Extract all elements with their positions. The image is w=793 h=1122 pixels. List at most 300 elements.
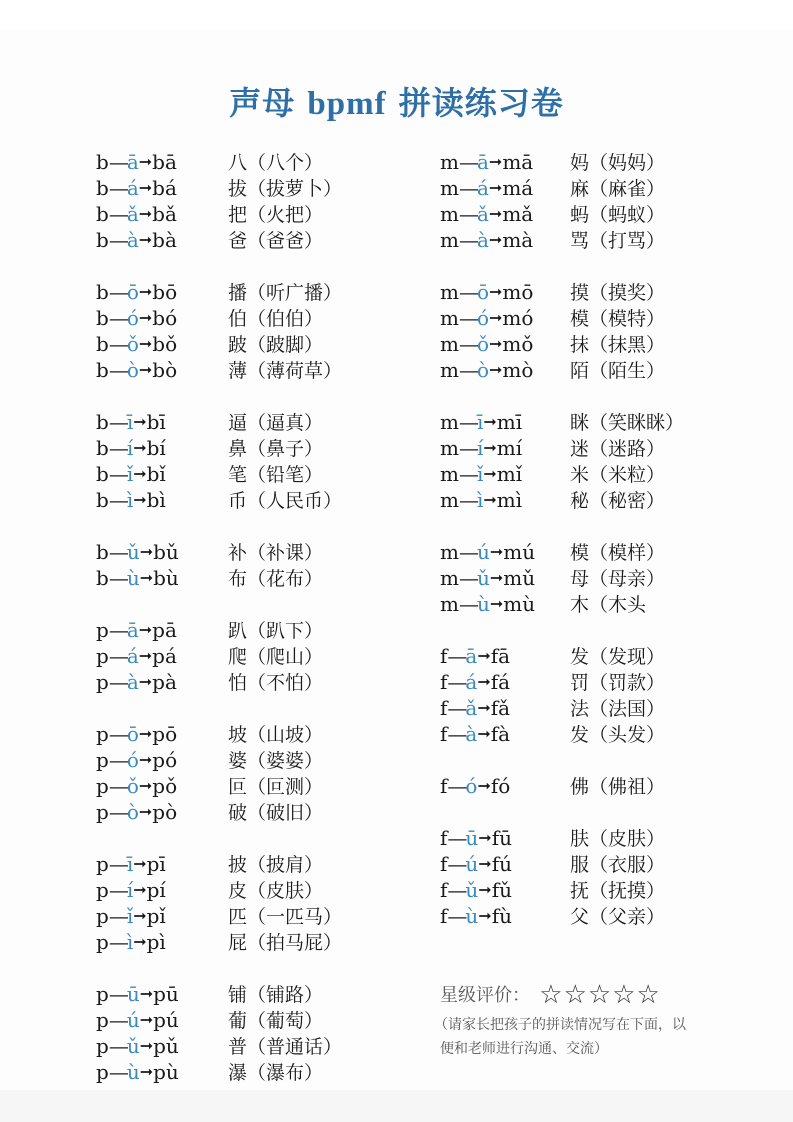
toned-vowel: í: [476, 436, 484, 460]
pinyin-formula: [96, 1007, 228, 1035]
pinyin-formula: [440, 201, 570, 229]
pinyin-row: [96, 851, 342, 877]
pinyin-formula: [440, 565, 570, 593]
row-spacer: [440, 383, 684, 409]
syllable-result: bǔ: [153, 540, 179, 564]
hanzi-char: 蚂: [570, 204, 590, 226]
pinyin-formula: [96, 643, 228, 671]
hanzi-example: [570, 410, 684, 436]
hanzi-example: [570, 826, 665, 852]
syllable-result: fǎ: [490, 696, 511, 720]
pinyin-row: [96, 357, 342, 383]
initial-consonant: m: [440, 332, 459, 356]
hanzi-char: 模: [570, 308, 590, 330]
toned-vowel: à: [126, 228, 139, 252]
arrow-right-icon: ➞: [138, 360, 153, 379]
hanzi-example: [228, 1060, 323, 1086]
hanzi-char: 补: [228, 542, 248, 564]
toned-vowel: í: [126, 878, 134, 902]
hanzi-char: 服: [570, 854, 590, 876]
dash-connector: —: [458, 202, 477, 226]
initial-consonant: p: [96, 670, 109, 694]
dash-connector: —: [458, 566, 477, 590]
pinyin-row: [96, 669, 342, 695]
dash-connector: —: [108, 306, 127, 330]
hanzi-example: [570, 696, 665, 722]
toned-vowel: à: [476, 228, 489, 252]
hanzi-word: （米粒）: [589, 464, 666, 486]
syllable-result: bó: [152, 306, 178, 330]
pinyin-row: [440, 695, 684, 721]
initial-consonant: m: [440, 566, 459, 590]
pinyin-formula: [96, 227, 228, 255]
toned-vowel: ǔ: [465, 878, 479, 902]
hanzi-example: [228, 852, 323, 878]
dash-connector: —: [108, 722, 127, 746]
pinyin-row: [96, 1033, 342, 1059]
pinyin-row: [96, 773, 342, 799]
initial-consonant: f: [440, 722, 448, 746]
toned-vowel: ù: [126, 566, 140, 590]
dash-connector: —: [108, 332, 127, 356]
initial-consonant: f: [440, 644, 448, 668]
pinyin-formula: [96, 851, 228, 879]
toned-vowel: ì: [126, 930, 134, 954]
pinyin-row: [440, 279, 684, 305]
hanzi-word: （打骂）: [589, 230, 666, 252]
dash-connector: —: [458, 462, 477, 486]
syllable-result: mò: [502, 358, 534, 382]
pinyin-row: [440, 149, 684, 175]
syllable-result: bù: [153, 566, 179, 590]
hanzi-char: 妈: [570, 152, 590, 174]
hanzi-example: [228, 878, 323, 904]
pinyin-formula: [96, 721, 228, 749]
pinyin-row: [440, 305, 684, 331]
pinyin-row: [96, 565, 342, 591]
dash-connector: —: [447, 670, 466, 694]
hanzi-word: （逼真）: [247, 412, 324, 434]
hanzi-example: [228, 748, 323, 774]
hanzi-example: [570, 228, 665, 254]
toned-vowel: ī: [126, 852, 134, 876]
arrow-right-icon: ➞: [138, 620, 153, 639]
pinyin-formula: [96, 487, 228, 515]
initial-consonant: b: [96, 488, 109, 512]
arrow-right-icon: ➞: [133, 490, 147, 509]
toned-vowel: à: [465, 722, 478, 746]
hanzi-word: （趴下）: [247, 620, 324, 642]
hanzi-word: （皮肤）: [247, 880, 324, 902]
initial-consonant: b: [96, 436, 109, 460]
pinyin-formula: [440, 357, 570, 385]
pinyin-row: [96, 1007, 342, 1033]
hanzi-word: （普通话）: [247, 1036, 343, 1058]
toned-vowel: ǒ: [476, 332, 490, 356]
hanzi-example: [570, 904, 665, 930]
pinyin-formula: [440, 175, 570, 203]
star-icon-1[interactable]: ☆: [539, 980, 564, 1010]
pinyin-formula: [440, 149, 570, 177]
syllable-result: bá: [152, 176, 177, 200]
arrow-right-icon: ➞: [139, 542, 154, 561]
pinyin-formula: [440, 773, 570, 801]
hanzi-word: （叵测）: [247, 776, 324, 798]
syllable-result: mà: [502, 228, 534, 252]
hanzi-example: [228, 358, 342, 384]
hanzi-char: 普: [228, 1036, 248, 1058]
hanzi-word: （模特）: [589, 308, 666, 330]
pinyin-row: [96, 799, 342, 825]
hanzi-char: 坡: [228, 724, 248, 746]
pinyin-formula: [440, 409, 570, 437]
arrow-right-icon: ➞: [488, 178, 503, 197]
dash-connector: —: [108, 410, 127, 434]
dash-connector: —: [447, 696, 466, 720]
hanzi-char: 笔: [228, 464, 248, 486]
hanzi-word: （皮肤）: [589, 828, 666, 850]
dash-connector: —: [108, 774, 127, 798]
dash-connector: —: [108, 1008, 127, 1032]
hanzi-word: （摸奖）: [589, 282, 666, 304]
hanzi-char: 铺: [228, 984, 248, 1006]
pinyin-formula: [96, 773, 228, 801]
dash-connector: —: [458, 436, 477, 460]
hanzi-char: 母: [570, 568, 590, 590]
hanzi-word: （秘密）: [589, 490, 666, 512]
dash-connector: —: [458, 228, 477, 252]
syllable-result: pā: [152, 618, 177, 642]
star-icon-2[interactable]: ☆: [563, 980, 588, 1010]
syllable-result: fó: [490, 774, 511, 798]
hanzi-char: 发: [570, 724, 590, 746]
arrow-right-icon: ➞: [138, 672, 153, 691]
hanzi-word: （陌生）: [589, 360, 666, 382]
hanzi-example: [228, 1008, 323, 1034]
dash-connector: —: [447, 852, 466, 876]
toned-vowel: á: [465, 670, 478, 694]
hanzi-example: [228, 410, 323, 436]
arrow-right-icon: ➞: [483, 464, 497, 483]
syllable-result: pà: [152, 670, 177, 694]
hanzi-example: [570, 852, 665, 878]
syllable-result: bí: [146, 436, 166, 460]
syllable-result: pá: [152, 644, 177, 668]
toned-vowel: ó: [465, 774, 478, 798]
hanzi-word: （薄荷草）: [247, 360, 343, 382]
row-spacer: [96, 513, 342, 539]
initial-consonant: m: [440, 540, 459, 564]
pinyin-formula: [96, 981, 228, 1009]
syllable-result: mí: [496, 436, 523, 460]
title-prefix: 声母: [229, 84, 308, 122]
hanzi-word: （补课）: [247, 542, 324, 564]
toned-vowel: ǒ: [126, 332, 139, 356]
rating-label: 星级评价：: [440, 985, 530, 1006]
hanzi-char: 骂: [570, 230, 590, 252]
pinyin-formula: [96, 279, 228, 307]
pinyin-row: [440, 643, 684, 669]
hanzi-char: 叵: [228, 776, 248, 798]
pinyin-row: [96, 981, 342, 1007]
hanzi-char: 跛: [228, 334, 248, 356]
syllable-result: bō: [152, 280, 178, 304]
arrow-right-icon: ➞: [138, 204, 153, 223]
pinyin-row: [96, 461, 342, 487]
hanzi-example: [570, 176, 665, 202]
hanzi-word: （跛脚）: [247, 334, 324, 356]
syllable-result: bǒ: [152, 332, 178, 356]
hanzi-example: [570, 566, 665, 592]
initial-consonant: m: [440, 228, 459, 252]
arrow-right-icon: ➞: [478, 906, 492, 925]
pinyin-formula: [440, 721, 570, 749]
toned-vowel: ò: [126, 800, 139, 824]
pinyin-row: [96, 721, 342, 747]
pinyin-formula: [440, 669, 570, 697]
toned-vowel: ì: [126, 488, 134, 512]
pinyin-formula: [96, 877, 228, 905]
parent-note-line-1: （请家长把孩子的拼读情况写在下面，以: [434, 1017, 686, 1033]
initial-consonant: f: [440, 774, 448, 798]
row-spacer: [440, 799, 684, 825]
toned-vowel: ū: [126, 982, 140, 1006]
pinyin-formula: [440, 643, 570, 671]
syllable-result: fà: [490, 722, 511, 746]
dash-connector: —: [108, 202, 127, 226]
pinyin-formula: [96, 175, 228, 203]
pinyin-formula: [440, 851, 570, 879]
pinyin-formula: [96, 357, 228, 385]
arrow-right-icon: ➞: [478, 828, 492, 847]
hanzi-char: 薄: [228, 360, 248, 382]
arrow-right-icon: ➞: [138, 282, 153, 301]
pinyin-row: [96, 201, 342, 227]
toned-vowel: ǒ: [126, 774, 139, 798]
arrow-right-icon: ➞: [477, 724, 491, 743]
pinyin-formula: [96, 331, 228, 359]
toned-vowel: í: [126, 436, 134, 460]
star-icon-4[interactable]: ☆: [612, 980, 637, 1010]
pinyin-row: [440, 877, 684, 903]
arrow-right-icon: ➞: [138, 646, 153, 665]
initial-consonant: p: [96, 878, 109, 902]
arrow-right-icon: ➞: [488, 230, 503, 249]
syllable-result: mā: [502, 150, 534, 174]
syllable-result: pī: [146, 852, 166, 876]
dash-connector: —: [108, 566, 127, 590]
row-spacer: [440, 617, 684, 643]
initial-consonant: b: [96, 176, 109, 200]
pinyin-row: [440, 721, 684, 747]
initial-consonant: b: [96, 150, 109, 174]
toned-vowel: ō: [126, 722, 139, 746]
syllable-result: mì: [496, 488, 523, 512]
pinyin-row: [440, 461, 684, 487]
initial-consonant: b: [96, 358, 109, 382]
hanzi-word: （花布）: [247, 568, 324, 590]
dash-connector: —: [108, 228, 127, 252]
pinyin-formula: [440, 539, 570, 567]
star-rating-section: [434, 978, 770, 1061]
toned-vowel: ǐ: [126, 904, 134, 928]
toned-vowel: ó: [126, 748, 139, 772]
toned-vowel: ǎ: [476, 202, 489, 226]
initial-consonant: b: [96, 566, 109, 590]
hanzi-word: （披肩）: [247, 854, 324, 876]
syllable-result: pù: [153, 1060, 179, 1084]
syllable-result: pì: [146, 930, 166, 954]
hanzi-char: 迷: [570, 438, 590, 460]
hanzi-word: （婆婆）: [247, 750, 324, 772]
hanzi-char: 破: [228, 802, 248, 824]
dash-connector: —: [458, 176, 477, 200]
hanzi-example: [570, 644, 665, 670]
hanzi-char: 婆: [228, 750, 248, 772]
toned-vowel: ú: [465, 852, 479, 876]
dash-connector: —: [108, 904, 127, 928]
dash-connector: —: [458, 358, 477, 382]
hanzi-example: [570, 774, 665, 800]
pinyin-row: [440, 227, 684, 253]
hanzi-char: 父: [570, 906, 590, 928]
hanzi-word: （衣服）: [589, 854, 666, 876]
dash-connector: —: [108, 1060, 127, 1084]
hanzi-example: [228, 722, 323, 748]
syllable-result: pǐ: [146, 904, 166, 928]
hanzi-example: [570, 592, 646, 618]
dash-connector: —: [458, 280, 477, 304]
hanzi-char: 陌: [570, 360, 590, 382]
toned-vowel: ǎ: [465, 696, 478, 720]
hanzi-example: [570, 202, 665, 228]
hanzi-char: 法: [570, 698, 590, 720]
hanzi-word: （伯伯）: [247, 308, 324, 330]
pinyin-formula: [96, 201, 228, 229]
syllable-result: bò: [152, 358, 178, 382]
syllable-result: bà: [152, 228, 177, 252]
pinyin-formula: [440, 461, 570, 489]
row-spacer: [440, 253, 684, 279]
pinyin-row: [96, 747, 342, 773]
hanzi-char: 发: [570, 646, 590, 668]
arrow-right-icon: ➞: [139, 1010, 154, 1029]
arrow-right-icon: ➞: [138, 724, 153, 743]
hanzi-example: [228, 618, 323, 644]
arrow-right-icon: ➞: [133, 932, 147, 951]
dash-connector: —: [447, 644, 466, 668]
toned-vowel: ā: [126, 150, 139, 174]
toned-vowel: ó: [126, 306, 139, 330]
hanzi-example: [570, 722, 665, 748]
toned-vowel: ǎ: [126, 202, 139, 226]
toned-vowel: ō: [126, 280, 139, 304]
initial-consonant: f: [440, 696, 448, 720]
hanzi-example: [228, 774, 323, 800]
syllable-result: fá: [490, 670, 511, 694]
pinyin-row: [96, 227, 342, 253]
arrow-right-icon: ➞: [133, 880, 147, 899]
toned-vowel: ā: [126, 618, 139, 642]
initial-consonant: p: [96, 748, 109, 772]
syllable-result: pú: [153, 1008, 179, 1032]
hanzi-example: [228, 280, 342, 306]
initial-consonant: p: [96, 774, 109, 798]
hanzi-example: [570, 670, 665, 696]
hanzi-example: [570, 280, 665, 306]
dash-connector: —: [458, 488, 477, 512]
syllable-result: pǔ: [153, 1034, 179, 1058]
star-icon-5[interactable]: ☆: [636, 980, 661, 1010]
pinyin-formula: [440, 591, 570, 619]
initial-consonant: m: [440, 488, 459, 512]
dash-connector: —: [108, 176, 127, 200]
pinyin-row: [440, 825, 684, 851]
toned-vowel: ā: [476, 150, 489, 174]
syllable-result: mǎ: [502, 202, 534, 226]
syllable-result: fǔ: [491, 878, 512, 902]
dash-connector: —: [458, 332, 477, 356]
pinyin-row: [440, 175, 684, 201]
pinyin-row: [440, 903, 684, 929]
star-icon-3[interactable]: ☆: [587, 980, 613, 1010]
hanzi-char: 八: [228, 152, 248, 174]
dash-connector: —: [108, 670, 127, 694]
hanzi-word: （不怕）: [247, 672, 324, 694]
pinyin-formula: [96, 461, 228, 489]
hanzi-word: （瀑布）: [247, 1062, 324, 1084]
dash-connector: —: [458, 592, 477, 616]
toned-vowel: ù: [465, 904, 479, 928]
initial-consonant: m: [440, 436, 459, 460]
syllable-result: má: [502, 176, 534, 200]
arrow-right-icon: ➞: [139, 568, 154, 587]
initial-consonant: b: [96, 228, 109, 252]
hanzi-word: （木头: [589, 594, 647, 616]
hanzi-word: （人民币）: [247, 490, 343, 512]
syllable-result: mó: [502, 306, 534, 330]
hanzi-word: （妈妈）: [589, 152, 666, 174]
hanzi-char: 鼻: [228, 438, 248, 460]
toned-vowel: ǔ: [126, 540, 140, 564]
dash-connector: —: [108, 852, 127, 876]
initial-consonant: f: [440, 826, 448, 850]
dash-connector: —: [108, 930, 127, 954]
pinyin-formula: [96, 1033, 228, 1061]
hanzi-example: [228, 436, 323, 462]
pinyin-formula: [440, 279, 570, 307]
hanzi-char: 布: [228, 568, 248, 590]
hanzi-word: （母亲）: [589, 568, 666, 590]
hanzi-example: [228, 488, 342, 514]
hanzi-char: 抚: [570, 880, 590, 902]
arrow-right-icon: ➞: [489, 568, 504, 587]
pinyin-formula: [440, 877, 570, 905]
hanzi-char: 匹: [228, 906, 248, 928]
dash-connector: —: [447, 904, 466, 928]
toned-vowel: á: [476, 176, 489, 200]
left-column-b-p: [96, 149, 342, 1085]
hanzi-char: 木: [570, 594, 590, 616]
hanzi-word: （火把）: [247, 204, 324, 226]
arrow-right-icon: ➞: [139, 1036, 154, 1055]
initial-consonant: m: [440, 150, 459, 174]
hanzi-char: 币: [228, 490, 248, 512]
toned-vowel: á: [126, 176, 139, 200]
initial-consonant: p: [96, 722, 109, 746]
hanzi-example: [570, 436, 665, 462]
title-latin: bpmf: [307, 86, 387, 122]
